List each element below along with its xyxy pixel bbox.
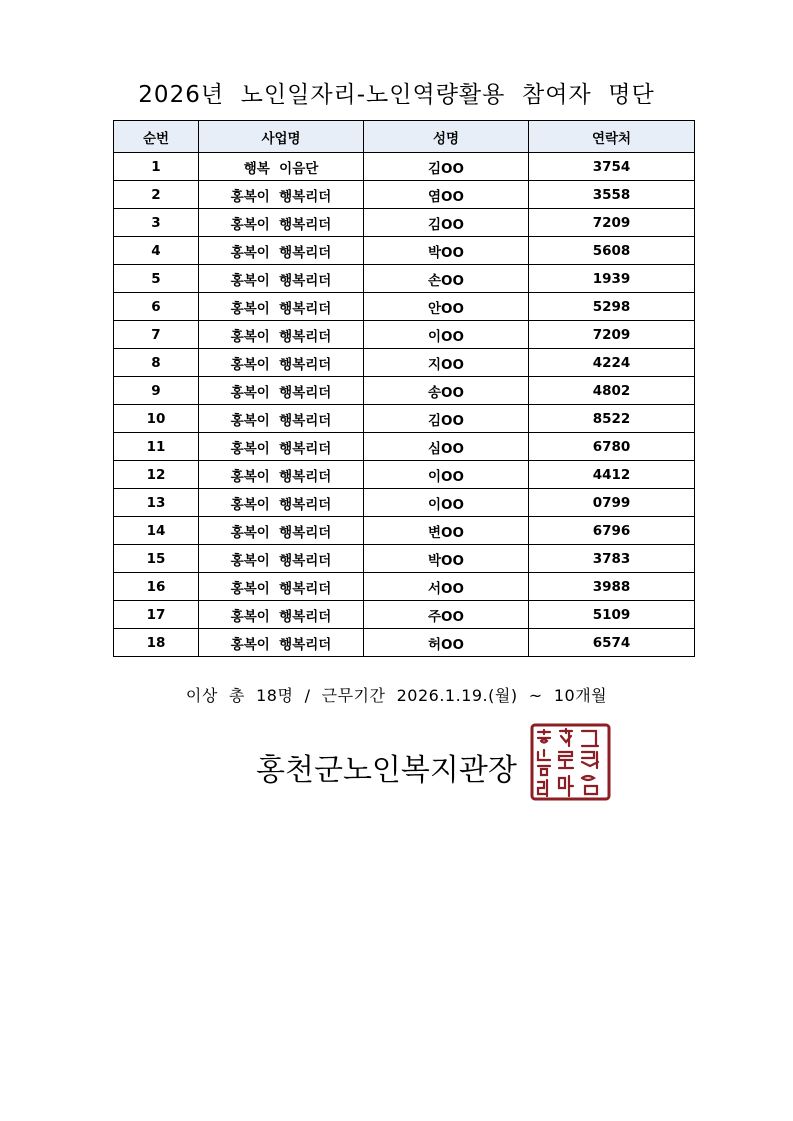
program-cell: 홍복이 행복리더 [199,321,364,349]
table-row [114,573,695,601]
seq-cell: 3 [114,209,199,237]
table-row [114,209,695,237]
seq-cell: 7 [114,321,199,349]
table-row [114,517,695,545]
name-cell: 박OO [364,237,529,265]
program-cell: 홍복이 행복리더 [199,629,364,657]
name-cell: 손OO [364,265,529,293]
table-row [114,293,695,321]
seq-cell: 5 [114,265,199,293]
header-contact: 연락처 [529,121,695,153]
name-cell: 김OO [364,405,529,433]
document-title: 2026년 노인일자리-노인역량활용 참여자 명단 [138,82,655,108]
seq-cell: 11 [114,433,199,461]
name-cell: 주OO [364,601,529,629]
seq-cell: 4 [114,237,199,265]
program-cell: 홍복이 행복리더 [199,349,364,377]
table-row [114,545,695,573]
contact-cell: 4224 [529,349,695,377]
program-cell: 홍복이 행복리더 [199,433,364,461]
contact-cell: 5608 [529,237,695,265]
contact-cell: 7209 [529,321,695,349]
program-cell: 홍복이 행복리더 [199,209,364,237]
contact-cell: 6796 [529,517,695,545]
table-row [114,265,695,293]
seq-cell: 13 [114,489,199,517]
name-cell: 이OO [364,489,529,517]
contact-cell: 5109 [529,601,695,629]
seq-cell: 12 [114,461,199,489]
summary-line: 이상 총 18명 / 근무기간 2026.1.19.(월) ~ 10개월 [185,686,608,705]
seq-cell: 16 [114,573,199,601]
name-cell: 서OO [364,573,529,601]
contact-cell: 4802 [529,377,695,405]
table-row [114,153,695,181]
name-cell: 허OO [364,629,529,657]
program-cell: 홍복이 행복리더 [199,461,364,489]
seq-cell: 1 [114,153,199,181]
table-row [114,349,695,377]
program-cell: 홍복이 행복리더 [199,181,364,209]
program-cell: 홍복이 행복리더 [199,237,364,265]
contact-cell: 3558 [529,181,695,209]
seq-cell: 14 [114,517,199,545]
contact-cell: 3754 [529,153,695,181]
name-cell: 이OO [364,321,529,349]
name-cell: 박OO [364,545,529,573]
program-cell: 홍복이 행복리더 [199,573,364,601]
contact-cell: 8522 [529,405,695,433]
table-row [114,601,695,629]
table-row [114,377,695,405]
participant-table [113,120,695,657]
name-cell: 염OO [364,181,529,209]
seq-cell: 15 [114,545,199,573]
contact-cell: 4412 [529,461,695,489]
name-cell: 김OO [364,209,529,237]
name-cell: 이OO [364,461,529,489]
table-row [114,405,695,433]
name-cell: 심OO [364,433,529,461]
table-row [114,629,695,657]
table-row [114,321,695,349]
contact-cell: 6780 [529,433,695,461]
program-cell: 홍복이 행복리더 [199,601,364,629]
signature-text: 홍천군노인복지관장 [256,753,517,788]
official-seal-stamp [529,722,612,802]
program-cell: 홍복이 행복리더 [199,517,364,545]
name-cell: 지OO [364,349,529,377]
seq-cell: 9 [114,377,199,405]
name-cell: 송OO [364,377,529,405]
table-header-row [114,121,695,153]
contact-cell: 5298 [529,293,695,321]
contact-cell: 0799 [529,489,695,517]
contact-cell: 7209 [529,209,695,237]
name-cell: 변OO [364,517,529,545]
seq-cell: 6 [114,293,199,321]
header-seq: 순번 [114,121,199,153]
program-cell: 홍복이 행복리더 [199,377,364,405]
seq-cell: 8 [114,349,199,377]
contact-cell: 3783 [529,545,695,573]
program-cell: 홍복이 행복리더 [199,405,364,433]
seq-cell: 17 [114,601,199,629]
name-cell: 안OO [364,293,529,321]
seq-cell: 18 [114,629,199,657]
table-body [114,153,695,657]
contact-cell: 6574 [529,629,695,657]
name-cell: 김OO [364,153,529,181]
contact-cell: 3988 [529,573,695,601]
table-row [114,489,695,517]
program-cell: 홍복이 행복리더 [199,265,364,293]
seq-cell: 10 [114,405,199,433]
program-cell: 홍복이 행복리더 [199,293,364,321]
contact-cell: 1939 [529,265,695,293]
table-row [114,461,695,489]
header-name: 성명 [364,121,529,153]
table-row [114,237,695,265]
table-row [114,433,695,461]
header-program: 사업명 [199,121,364,153]
seq-cell: 2 [114,181,199,209]
program-cell: 홍복이 행복리더 [199,545,364,573]
program-cell: 행복 이음단 [199,153,364,181]
program-cell: 홍복이 행복리더 [199,489,364,517]
table-row [114,181,695,209]
